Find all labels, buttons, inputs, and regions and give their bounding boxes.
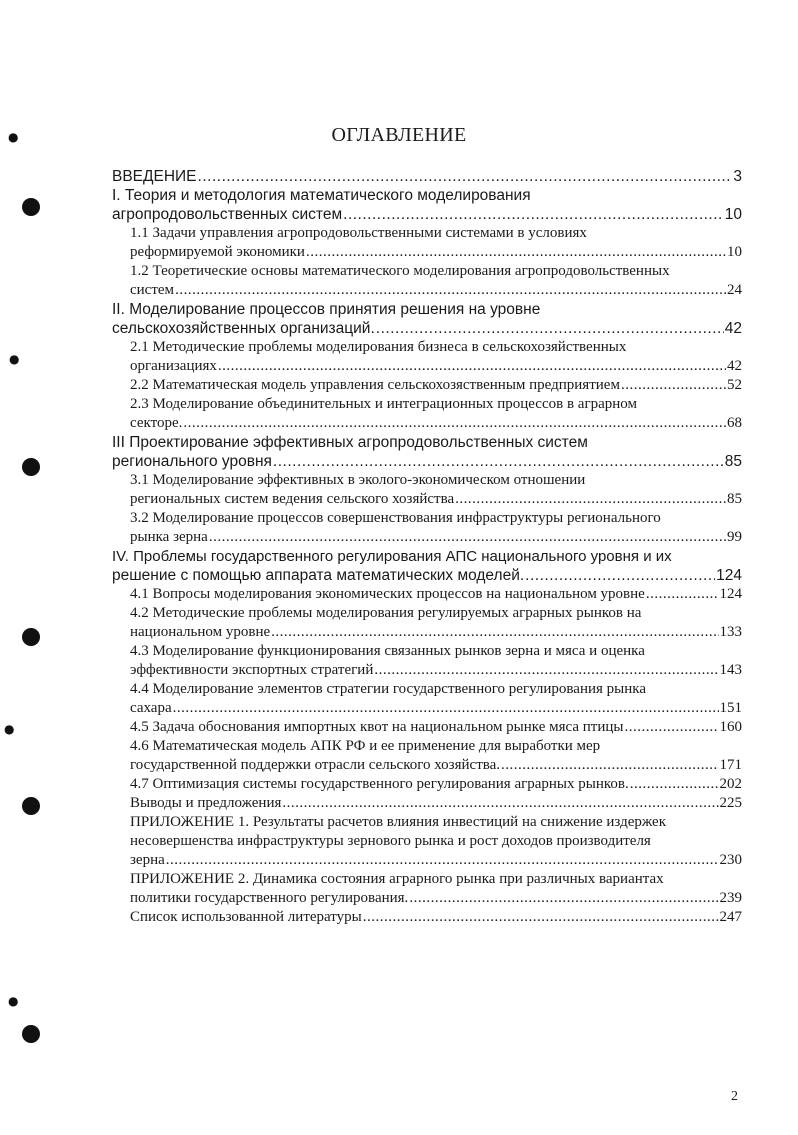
toc-entry-section-4-2[interactable] [112,623,742,642]
leader-dots [624,718,718,737]
toc-entry-text: 4.5 Задача обоснования импортных квот на национальном рынке мяса птицы [130,719,624,735]
toc-entry-text: агропродовольственных систем [112,206,343,223]
leader-dots [271,623,718,642]
toc-page-number: 3 [733,168,742,185]
toc-page-number: 171 [719,757,742,773]
toc-entry-text: 4.1 Вопросы моделирования экономических процессов на национальном уровне [130,586,645,602]
leader-dots [646,585,719,604]
leader-dots [455,490,726,509]
toc-page-number: 124 [716,567,742,584]
toc-section-3-2-title[interactable]: 3.2 Моделирование процессов совершенствования инфраструктуры регионального [130,510,661,526]
toc-section-3-1-title[interactable]: 3.1 Моделирование эффективных в эколого-экономическом отношении [130,472,586,488]
leader-dots [525,566,715,585]
toc-entry-text: сахара [130,700,172,716]
toc-page-number: 68 [727,415,742,431]
toc-entry-section-4-6[interactable] [112,756,742,775]
toc-entry-chapter-3[interactable] [112,452,742,471]
toc-entry-section-3-2[interactable] [112,528,742,547]
toc-entry-section-3-1[interactable] [112,490,742,509]
scan-mark: ● [8,994,19,1008]
toc-page-number: 10 [724,206,742,223]
toc-entry-references[interactable] [112,908,742,927]
toc-section-1-1-title[interactable]: 1.1 Задачи управления агропродовольственными системами в условиях [130,225,587,241]
toc-entry-text: эффективности экспортных стратегий [130,662,374,678]
toc-entry-section-4-5[interactable] [112,718,742,737]
binding-hole [22,198,40,216]
toc-section-4-3-title[interactable]: 4.3 Моделирование функционирования связанных рынков зерна и мяса и оценка [130,643,645,659]
toc-entry-text: организациях [130,358,217,374]
toc-entry-text: регионального уровня [112,453,272,470]
toc-entry-intro[interactable] [112,167,742,186]
toc-entry-text: реформируемой экономики [130,244,305,260]
toc-entry-section-1-1[interactable] [112,243,742,262]
toc-chapter-3-title[interactable]: III Проектирование эффективных агропродовольственных систем [112,434,588,451]
table-of-contents [112,167,742,927]
toc-page-number: 124 [719,586,742,602]
toc-page-number: 85 [727,491,742,507]
toc-chapter-4-title[interactable]: IV. Проблемы государственного регулирования АПС национального уровня и их [112,548,672,565]
leader-dots [282,794,718,813]
toc-entry-conclusions[interactable] [112,794,742,813]
toc-section-2-1-title[interactable]: 2.1 Методические проблемы моделирования бизнеса в сельскохозяйственных [130,339,627,355]
leader-dots [198,167,733,186]
toc-page-number: 143 [719,662,742,678]
toc-entry-text: национальном уровне [130,624,271,640]
leader-dots [218,357,726,376]
toc-entry-text: 2.2 Математическая модель управления сельскохозяственным предприятием [130,377,620,393]
toc-appendix-1-title-cont[interactable]: несовершенства инфраструктуры зернового рынка и рост доходов производителя [130,833,651,849]
toc-page-number: 133 [719,624,742,640]
toc-section-4-2-title[interactable]: 4.2 Методические проблемы моделирования регулируемых аграрных рынков на [130,605,642,621]
toc-entry-text: 4.7 Оптимизация системы государственного регулирования аграрных рынков. [130,776,629,792]
leader-dots [183,414,726,433]
toc-chapter-1-title[interactable]: I. Теория и методология математического моделирования [112,187,531,204]
binding-hole [22,458,40,476]
toc-entry-section-2-1[interactable] [112,357,742,376]
toc-section-4-4-title[interactable]: 4.4 Моделирование элементов стратегии государственного регулирования рынка [130,681,646,697]
toc-page-number: 42 [727,358,742,374]
leader-dots [273,452,724,471]
toc-page-number: 99 [727,529,742,545]
leader-dots [374,661,718,680]
toc-page-number: 151 [719,700,742,716]
scan-mark: ● [4,722,15,736]
scan-mark: ● [9,352,20,366]
toc-page-number: 52 [727,377,742,393]
toc-section-2-3-title[interactable]: 2.3 Моделирование объединительных и интеграционных процессов в аграрном [130,396,637,412]
leader-dots [409,889,718,908]
toc-entry-text: систем [130,282,175,298]
leader-dots [630,775,719,794]
toc-page-number: 42 [724,320,742,337]
toc-entry-text: Список использованной литературы [130,909,362,925]
leader-dots [363,908,719,927]
leader-dots [209,528,726,547]
leader-dots [621,376,726,395]
leader-dots [306,243,726,262]
toc-page-number: 10 [727,244,742,260]
leader-dots [166,851,719,870]
leader-dots [376,319,724,338]
toc-entry-text: государственной поддержки отрасли сельского хозяйства. [130,757,501,773]
binding-hole [22,1025,40,1043]
toc-entry-appendix-2[interactable] [112,889,742,908]
toc-entry-section-4-7[interactable] [112,775,742,794]
toc-entry-appendix-1[interactable] [112,851,742,870]
toc-entry-section-1-2[interactable] [112,281,742,300]
toc-page-number: 85 [724,453,742,470]
toc-page-number: 247 [719,909,742,925]
leader-dots [501,756,718,775]
leader-dots [173,699,719,718]
toc-entry-section-2-2[interactable] [112,376,742,395]
page-number: 2 [731,1089,738,1104]
toc-entry-section-4-3[interactable] [112,661,742,680]
toc-page-number: 24 [727,282,742,298]
toc-entry-text: Выводы и предложения [130,795,282,811]
toc-entry-section-4-1[interactable] [112,585,742,604]
binding-hole [22,628,40,646]
toc-entry-text: секторе. [130,415,183,431]
toc-appendix-1-title[interactable]: ПРИЛОЖЕНИЕ 1. Результаты расчетов влияния инвестиций на снижение издержек [130,814,666,830]
toc-entry-text: региональных систем ведения сельского хозяйства [130,491,455,507]
toc-appendix-2-title[interactable]: ПРИЛОЖЕНИЕ 2. Динамика состояния аграрного рынка при различных вариантах [130,871,664,887]
toc-entry-text: ВВЕДЕНИЕ [112,168,197,185]
scan-mark: ● [8,130,19,144]
toc-entry-text: рынка зерна [130,529,208,545]
toc-page-number: 239 [719,890,742,906]
leader-dots [343,205,724,224]
toc-entry-chapter-1[interactable] [112,205,742,224]
binding-hole [22,797,40,815]
toc-entry-section-4-4[interactable] [112,699,742,718]
page-title: ОГЛАВЛЕНИЕ [331,124,467,146]
toc-entry-text: политики государственного регулирования. [130,890,409,906]
leader-dots [175,281,726,300]
toc-entry-section-2-3[interactable] [112,414,742,433]
toc-section-4-6-title[interactable]: 4.6 Математическая модель АПК РФ и ее применение для выработки мер [130,738,601,754]
toc-page-number: 225 [719,795,742,811]
toc-entry-chapter-2[interactable] [112,319,742,338]
toc-entry-text: сельскохозяйственных организаций. [112,320,375,337]
toc-entry-text: зерна [130,852,165,868]
toc-page-number: 160 [719,719,742,735]
toc-entry-text: решение с помощью аппарата математических моделей. [112,567,525,584]
toc-entry-chapter-4[interactable] [112,566,742,585]
toc-section-1-2-title[interactable]: 1.2 Теоретические основы математического моделирования агропродовольственных [130,263,670,279]
toc-chapter-2-title[interactable]: II. Моделирование процессов принятия решения на уровне [112,301,541,318]
toc-page-number: 202 [719,776,742,792]
toc-page-number: 230 [719,852,742,868]
